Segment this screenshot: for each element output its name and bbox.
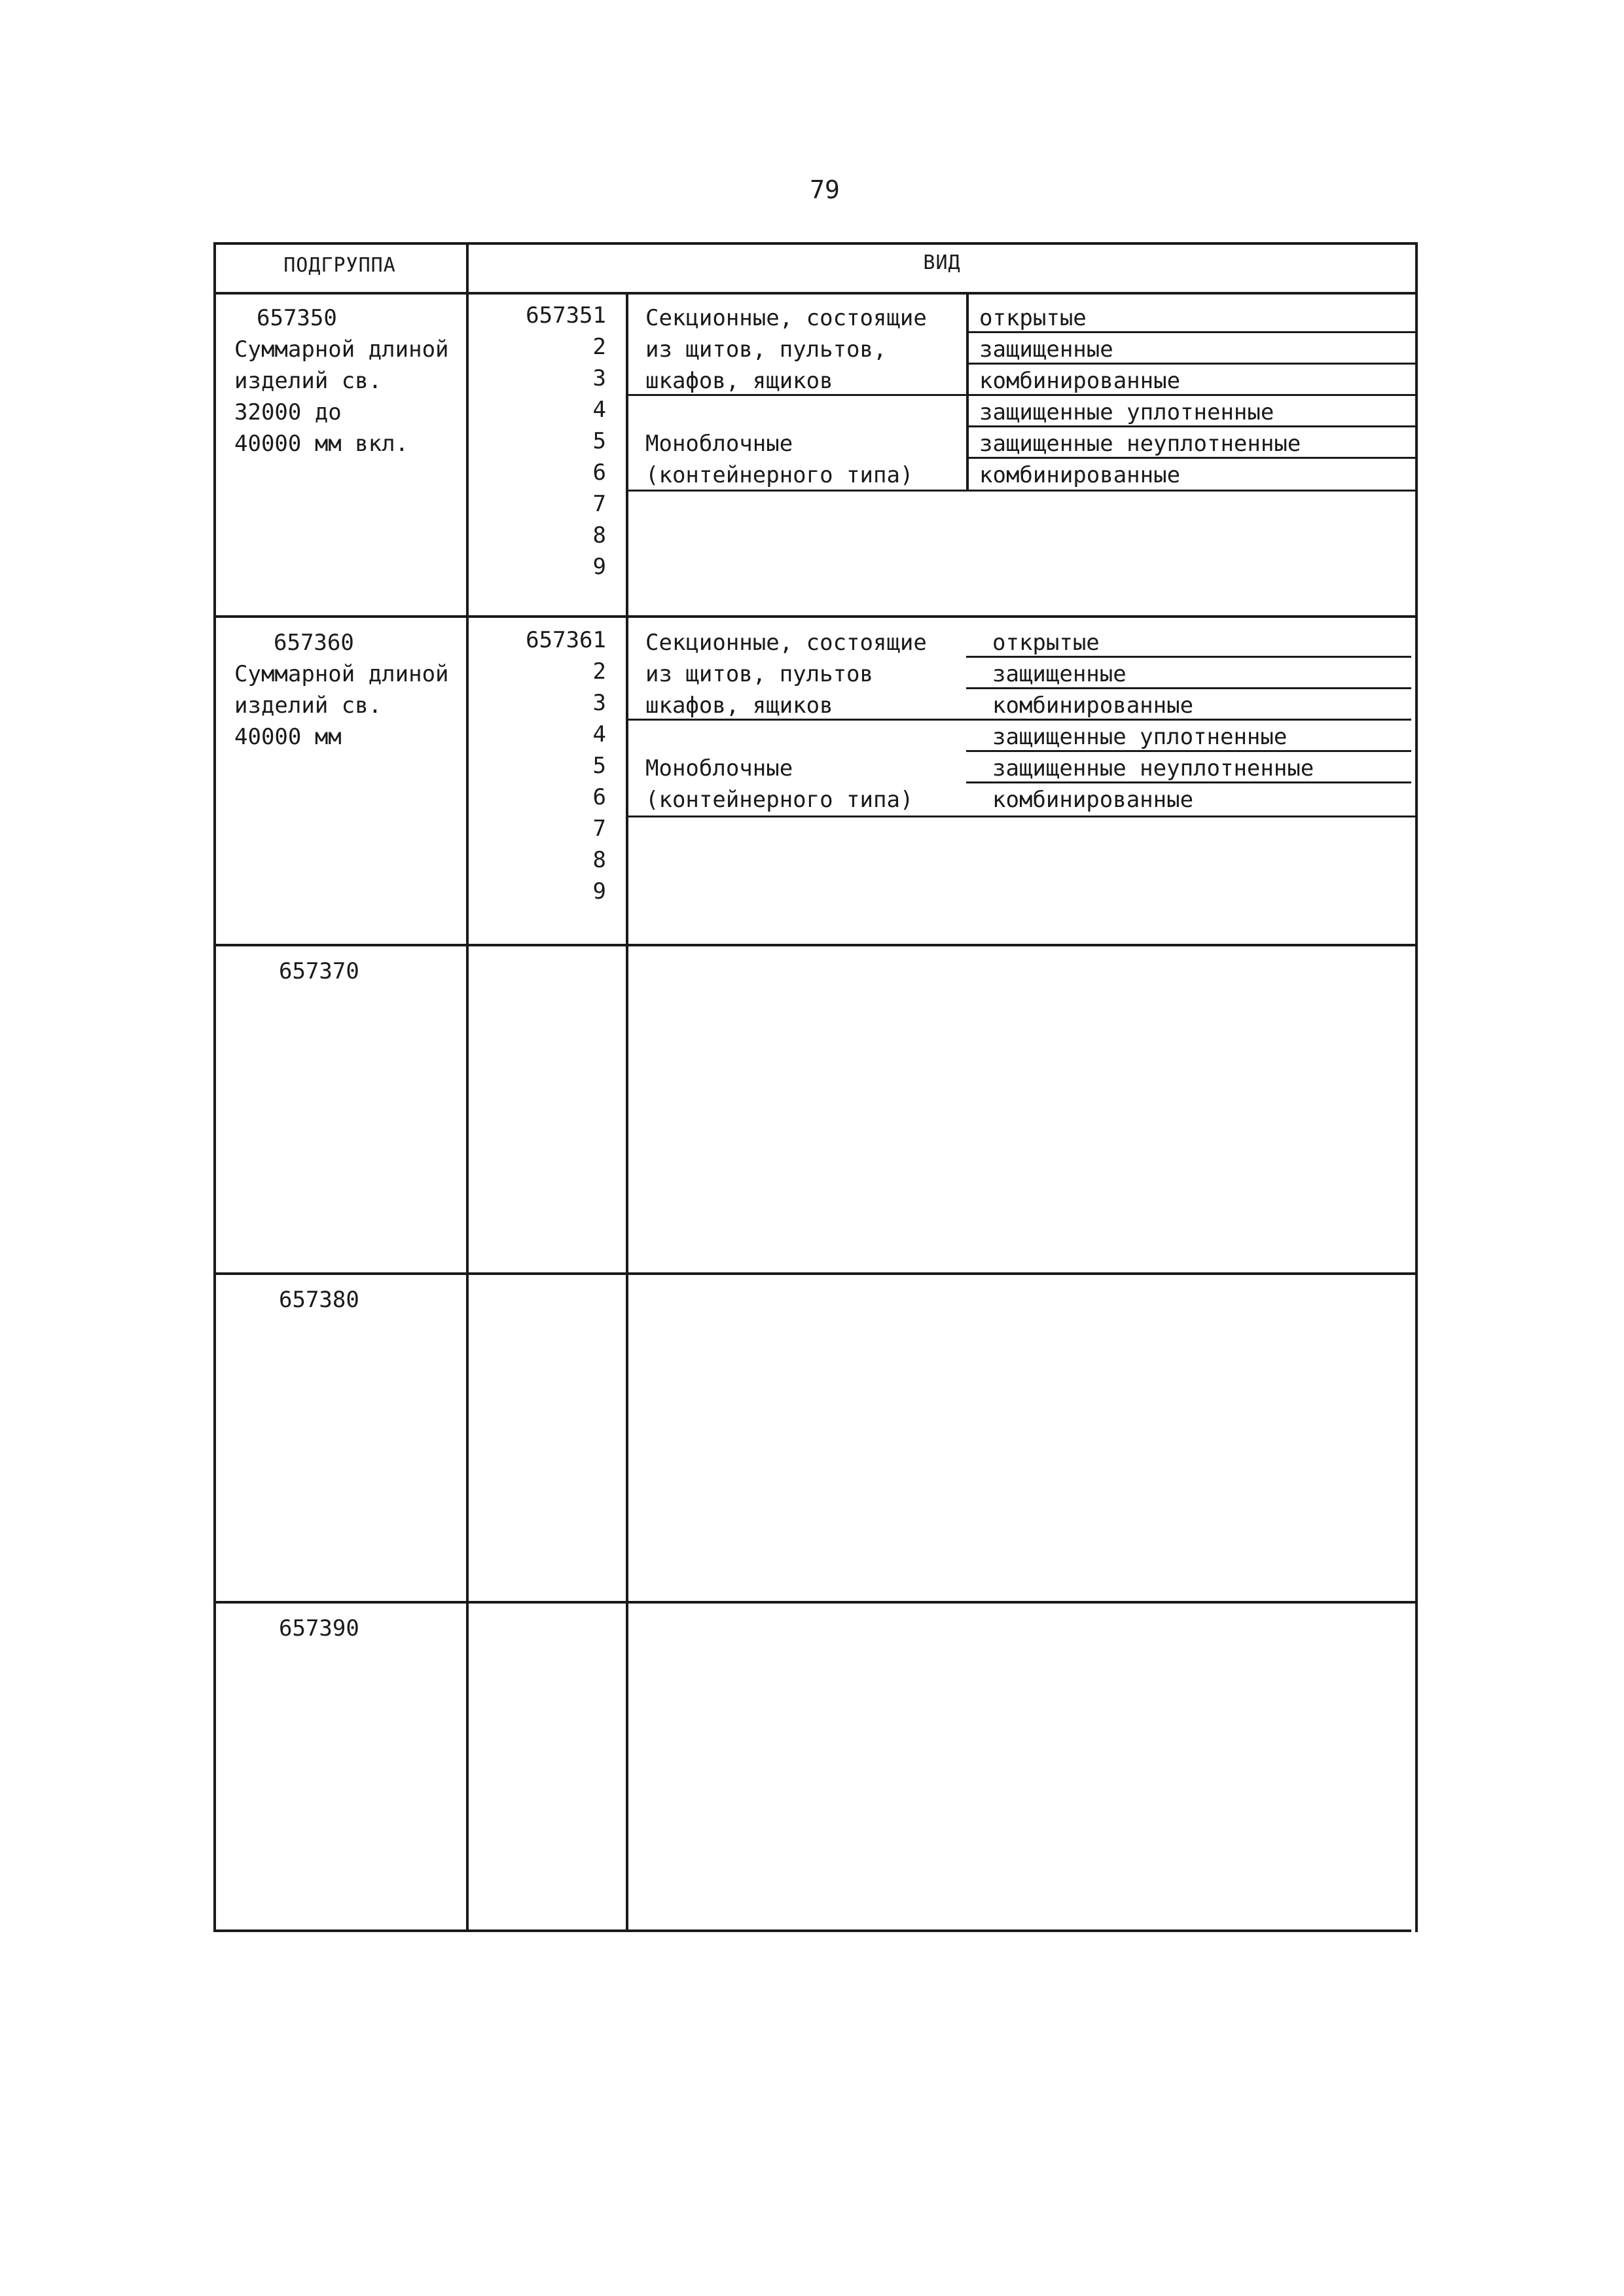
subtype-item: защищенные уплотненные <box>979 399 1274 425</box>
type-code: 9 <box>592 554 606 580</box>
group-divider <box>628 816 1415 817</box>
group-label-line: Секционные, состоящие <box>645 305 927 331</box>
type-code: 4 <box>592 721 606 747</box>
subgroup-description-line: изделий св. <box>234 692 382 719</box>
row-divider-4 <box>213 1601 1418 1604</box>
table-right-border <box>1415 242 1418 1932</box>
subtype-divider <box>969 425 1415 427</box>
subtype-item: защищенные неуплотненные <box>992 755 1314 781</box>
row-divider-2 <box>213 944 1418 946</box>
type-code: 8 <box>592 522 606 548</box>
subtype-item: комбинированные <box>992 787 1194 813</box>
table-bottom-border <box>213 1929 1411 1932</box>
group-divider <box>628 719 1411 721</box>
subtype-item: открытые <box>992 630 1100 656</box>
header-bottom-border <box>213 292 1418 295</box>
subtype-item: защищенные уплотненные <box>992 724 1288 750</box>
subgroup-description-line: Суммарной длиной <box>234 336 449 363</box>
table-left-border <box>213 242 216 1932</box>
subgroup-code: 657390 <box>279 1615 359 1641</box>
group-label-line: из щитов, пультов <box>645 661 873 687</box>
subtype-divider <box>969 457 1415 459</box>
subtype-item: защищенные <box>979 336 1113 363</box>
page-number: 79 <box>810 175 840 204</box>
subtype-item: защищенные <box>992 661 1127 687</box>
subtype-divider <box>966 750 1411 752</box>
row-divider-3 <box>213 1272 1418 1275</box>
group-label-line: из щитов, пультов, <box>645 336 887 363</box>
subgroup-description-line: изделий св. <box>234 368 382 394</box>
table-top-border <box>213 242 1418 245</box>
header-subgroup: ПОДГРУППА <box>283 254 396 277</box>
type-code: 657361 <box>526 627 606 653</box>
type-code: 2 <box>592 658 606 685</box>
subtype-divider <box>966 687 1411 689</box>
subtype-item: комбинированные <box>979 462 1181 488</box>
type-code: 7 <box>592 491 606 517</box>
subtype-divider <box>969 363 1415 365</box>
group-label-line: Секционные, состоящие <box>645 630 927 656</box>
row-divider-1 <box>213 615 1418 618</box>
subtype-item: комбинированные <box>979 368 1181 394</box>
type-code: 9 <box>592 878 606 905</box>
column-divider-subgroup <box>466 242 469 1932</box>
subtype-item: открытые <box>979 305 1087 331</box>
type-code: 5 <box>592 428 606 454</box>
type-code: 2 <box>592 334 606 360</box>
type-code: 8 <box>592 847 606 873</box>
subgroup-description-line: 40000 мм <box>234 724 342 750</box>
type-code: 4 <box>592 397 606 423</box>
subgroup-description-line: 32000 до <box>234 399 342 425</box>
subgroup-code: 657350 <box>257 305 337 331</box>
group-label-line: Моноблочные <box>645 755 793 781</box>
classification-table <box>213 242 1418 1944</box>
group-label-line: (контейнерного типа) <box>645 787 914 813</box>
type-code: 7 <box>592 816 606 842</box>
subgroup-code: 657380 <box>279 1287 359 1313</box>
group-label-line: Моноблочные <box>645 431 793 457</box>
group-divider <box>628 490 1415 492</box>
type-code: 657351 <box>526 302 606 329</box>
subgroup-code: 657360 <box>274 630 354 656</box>
subtype-item: комбинированные <box>992 692 1194 719</box>
subtype-item: защищенные неуплотненные <box>979 431 1301 457</box>
header-type: ВИД <box>923 251 961 274</box>
subtype-divider <box>966 781 1411 783</box>
subgroup-description-line: 40000 мм вкл. <box>234 431 409 457</box>
type-code: 6 <box>592 784 606 810</box>
group-label-line: шкафов, ящиков <box>645 368 833 394</box>
group-label-line: (контейнерного типа) <box>645 462 914 488</box>
type-code: 3 <box>592 690 606 716</box>
type-code: 6 <box>592 459 606 486</box>
group-label-line: шкафов, ящиков <box>645 692 833 719</box>
subgroup-code: 657370 <box>279 958 359 984</box>
subtype-divider <box>969 331 1415 333</box>
group-divider <box>628 394 1415 396</box>
type-code: 3 <box>592 365 606 391</box>
subtype-column-divider <box>966 292 969 491</box>
subgroup-description-line: Суммарной длиной <box>234 661 449 687</box>
subtype-divider <box>966 656 1411 658</box>
column-divider-codes <box>626 292 628 1932</box>
type-code: 5 <box>592 753 606 779</box>
